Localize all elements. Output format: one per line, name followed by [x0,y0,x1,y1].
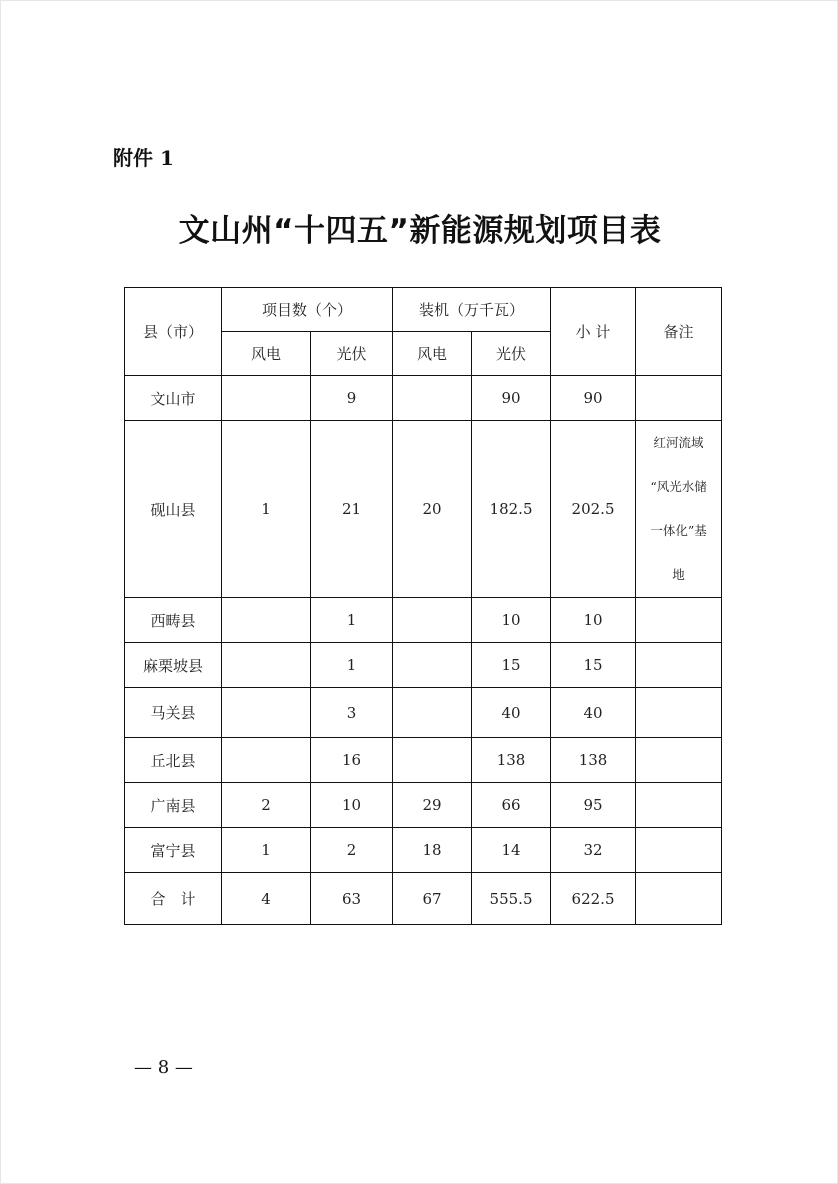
cell-count-wind: 2 [222,783,311,828]
cell-cap-wind [393,688,472,738]
cell-remark [636,828,722,873]
cell-subtotal: 138 [551,738,636,783]
header-county: 县（市） [125,288,222,376]
document-title: 文山州“十四五”新能源规划项目表 [178,213,662,249]
cell-county: 砚山县 [125,421,222,598]
table-row [125,738,722,783]
attachment-label: 附件 1 [113,146,174,170]
cell-subtotal: 15 [551,643,636,688]
project-plan-table [124,287,722,925]
cell-count-pv: 2 [311,828,393,873]
cell-county: 麻栗坡县 [125,643,222,688]
cell-count-wind: 1 [222,421,311,598]
cell-county: 富宁县 [125,828,222,873]
table-total-row [125,873,722,925]
cell-count-wind [222,376,311,421]
cell-cap-pv: 555.5 [472,873,551,925]
table-row [125,376,722,421]
cell-count-pv: 16 [311,738,393,783]
cell-cap-pv: 14 [472,828,551,873]
header-subtotal: 小 计 [551,288,636,376]
cell-remark [636,376,722,421]
cell-cap-pv: 66 [472,783,551,828]
remark-line: 地 [672,567,685,582]
remark-line: 红河流域 [653,435,704,450]
cell-count-pv: 21 [311,421,393,598]
cell-count-pv: 63 [311,873,393,925]
cell-cap-pv: 138 [472,738,551,783]
table-row [125,598,722,643]
header-capacity: 装机（万千瓦） [393,288,551,332]
remark-line: “风光水储 [650,479,707,494]
header-count-pv: 光伏 [311,332,393,376]
cell-cap-pv: 90 [472,376,551,421]
header-cap-wind: 风电 [393,332,472,376]
table-row [125,783,722,828]
cell-county: 合 计 [125,873,222,925]
cell-count-pv: 3 [311,688,393,738]
cell-remark [636,643,722,688]
cell-cap-wind [393,376,472,421]
cell-subtotal: 95 [551,783,636,828]
cell-remark [636,688,722,738]
header-count-wind: 风电 [222,332,311,376]
cell-county: 西畴县 [125,598,222,643]
cell-count-wind [222,643,311,688]
cell-remark [636,598,722,643]
cell-count-wind [222,688,311,738]
table-row [125,643,722,688]
header-remarks: 备注 [636,288,722,376]
cell-count-pv: 9 [311,376,393,421]
cell-cap-wind [393,643,472,688]
cell-county: 广南县 [125,783,222,828]
cell-subtotal: 202.5 [551,421,636,598]
cell-remark [636,738,722,783]
cell-cap-wind: 67 [393,873,472,925]
cell-cap-pv: 10 [472,598,551,643]
table-row [125,688,722,738]
cell-remark [636,783,722,828]
cell-county: 文山市 [125,376,222,421]
page-number: — 8 — [134,1057,193,1078]
table-header-row [125,288,722,332]
cell-count-pv: 1 [311,598,393,643]
cell-remark [636,873,722,925]
header-cap-pv: 光伏 [472,332,551,376]
cell-county: 丘北县 [125,738,222,783]
cell-remark [636,421,722,598]
header-project-count: 项目数（个） [222,288,393,332]
cell-subtotal: 622.5 [551,873,636,925]
cell-cap-pv: 182.5 [472,421,551,598]
cell-count-wind [222,598,311,643]
remark-line: 一体化”基 [650,523,707,538]
cell-cap-wind: 20 [393,421,472,598]
cell-cap-wind [393,598,472,643]
cell-cap-wind: 18 [393,828,472,873]
cell-subtotal: 32 [551,828,636,873]
cell-count-pv: 1 [311,643,393,688]
table-row [125,828,722,873]
cell-count-wind [222,738,311,783]
cell-subtotal: 90 [551,376,636,421]
cell-count-wind: 1 [222,828,311,873]
cell-cap-wind [393,738,472,783]
cell-subtotal: 10 [551,598,636,643]
table-row [125,421,722,598]
cell-county: 马关县 [125,688,222,738]
cell-cap-pv: 15 [472,643,551,688]
cell-cap-wind: 29 [393,783,472,828]
cell-cap-pv: 40 [472,688,551,738]
cell-count-pv: 10 [311,783,393,828]
cell-count-wind: 4 [222,873,311,925]
cell-subtotal: 40 [551,688,636,738]
